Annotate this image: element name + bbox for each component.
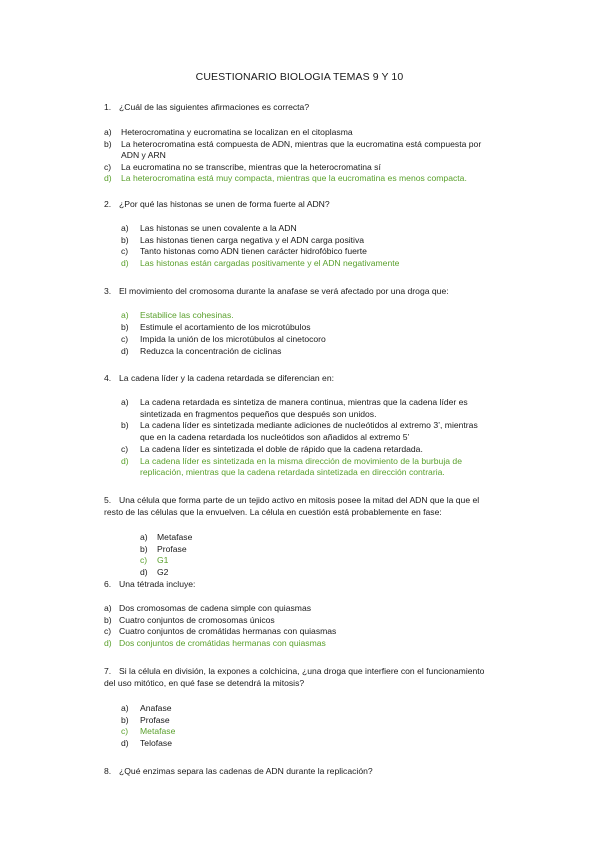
option-letter: a) xyxy=(121,397,129,407)
option-text: La cadena líder es sintetizada mediante adiciones de nucleótidos al extremo 3’, mientras xyxy=(140,420,478,431)
option-letter: d) xyxy=(121,455,129,466)
option-text-correct: replicación, mientras que la cadena retardada sintetizada en dirección contraria. xyxy=(140,467,445,478)
question-number: 8. xyxy=(104,766,112,776)
option-text-correct: Las histonas están cargadas positivamente y el ADN negativamente xyxy=(140,257,400,268)
option-letter: c) xyxy=(121,443,129,454)
option-text: Profase xyxy=(140,714,170,725)
option-text-correct: Estabilice las cohesinas. xyxy=(140,310,234,320)
option-letter: b) xyxy=(104,614,112,625)
option-letter: c) xyxy=(140,555,148,566)
option-letter: c) xyxy=(121,246,129,257)
question-number: 5. xyxy=(104,495,112,505)
question-text: Una célula que forma parte de un tejido activo en mitosis posee la mitad del ADN que la que el xyxy=(119,495,480,505)
option-letter: b) xyxy=(121,234,129,245)
option-text: La cadena líder es sintetizada el doble de rápido que la cadena retardada. xyxy=(140,443,423,454)
option-text-correct: Dos conjuntos de cromátidas hermanas con quiasmas xyxy=(119,637,326,648)
option-letter: d) xyxy=(121,346,129,357)
option-letter: a) xyxy=(104,127,112,137)
option-text: La eucromatina no se transcribe, mientras que la heterocromatina sí xyxy=(121,161,381,172)
option-letter: c) xyxy=(121,726,129,737)
option-letter: a) xyxy=(121,310,129,320)
option-letter: c) xyxy=(104,626,112,637)
option-letter: a) xyxy=(121,223,129,233)
option-text: Profase xyxy=(157,543,187,554)
option-text: que en la cadena retardada los nucleótidos son añadidos al extremo 5’ xyxy=(140,432,410,443)
question-text: del uso mitótico, en qué fase se detendrá la mitosis? xyxy=(104,677,305,688)
option-text: Metafase xyxy=(157,532,193,542)
option-text: La cadena retardada es sintetiza de manera continua, mientras que la cadena líder es xyxy=(140,397,468,407)
question-number: 7. xyxy=(104,666,112,676)
option-letter: d) xyxy=(121,257,129,268)
option-letter: a) xyxy=(104,603,112,613)
option-letter: b) xyxy=(121,714,129,725)
option-text: sintetizada en fragmentos pequeños que después son unidos. xyxy=(140,408,377,419)
question-number: 6. xyxy=(104,579,112,589)
option-text: Impida la unión de los microtúbulos al cinetocoro xyxy=(140,334,326,345)
option-text: Heterocromatina y eucromatina se localizan en el citoplasma xyxy=(121,127,353,137)
question-text: ¿Cuál de las siguientes afirmaciones es correcta? xyxy=(119,102,310,112)
option-text: ADN y ARN xyxy=(121,150,166,161)
question-text: El movimiento del cromosoma durante la anafase se verá afectado por una droga que: xyxy=(119,286,449,296)
option-text: G2 xyxy=(157,566,169,577)
question-text: ¿Por qué las histonas se unen de forma fuerte al ADN? xyxy=(119,199,330,209)
question-text: resto de las células que la envuelven. La célula en cuestión está probablemente en fase: xyxy=(104,506,442,517)
option-text: Dos cromosomas de cadena simple con quiasmas xyxy=(119,603,312,613)
option-text: Cuatro conjuntos de cromosomas únicos xyxy=(119,614,275,625)
question-text: Una tétrada incluye: xyxy=(119,579,196,589)
option-letter: b) xyxy=(140,543,148,554)
option-text: Estimule el acortamiento de los microtúbulos xyxy=(140,322,311,333)
option-letter: c) xyxy=(104,161,112,172)
option-letter: d) xyxy=(140,566,148,577)
question-text: Si la célula en división, la expones a colchicina, ¿una droga que interfiere con el funcionamiento xyxy=(119,666,485,676)
question-number: 1. xyxy=(104,102,112,112)
option-text-correct: La heterocromatina está muy compacta, mientras que la eucromatina es menos compacta. xyxy=(121,173,467,184)
question-number: 4. xyxy=(104,373,112,383)
option-letter: a) xyxy=(121,703,129,713)
option-text: Telofase xyxy=(140,737,173,748)
option-letter: b) xyxy=(104,138,112,149)
option-letter: b) xyxy=(121,420,129,431)
page-title: CUESTIONARIO BIOLOGIA TEMAS 9 Y 10 xyxy=(195,71,404,83)
option-text-correct: La cadena líder es sintetizada en la misma dirección de movimiento de la burbuja de xyxy=(140,455,462,466)
question-number: 2. xyxy=(104,199,112,209)
option-text-correct: G1 xyxy=(157,555,169,566)
option-text: Reduzca la concentración de ciclinas xyxy=(140,346,282,357)
question-number: 3. xyxy=(104,286,112,296)
option-letter: d) xyxy=(121,737,129,748)
option-text: Cuatro conjuntos de cromátidas hermanas con quiasmas xyxy=(119,626,337,637)
option-text: Las histonas tienen carga negativa y el ADN carga positiva xyxy=(140,234,365,245)
option-letter: d) xyxy=(104,637,112,648)
option-text-correct: Metafase xyxy=(140,726,176,737)
question-text: La cadena líder y la cadena retardada se diferencian en: xyxy=(119,373,334,383)
option-letter: c) xyxy=(121,334,129,345)
option-text: La heterocromatina está compuesta de ADN, mientras que la eucromatina está compuesta por xyxy=(121,138,482,149)
option-letter: a) xyxy=(140,532,148,542)
option-text: Anafase xyxy=(140,703,172,713)
option-text: Tanto histonas como ADN tienen carácter hidrofóbico fuerte xyxy=(140,246,367,257)
option-letter: b) xyxy=(121,322,129,333)
option-text: Las histonas se unen covalente a la ADN xyxy=(140,223,297,233)
option-letter: d) xyxy=(104,173,112,184)
question-text: ¿Qué enzimas separa las cadenas de ADN durante la replicación? xyxy=(119,766,373,776)
